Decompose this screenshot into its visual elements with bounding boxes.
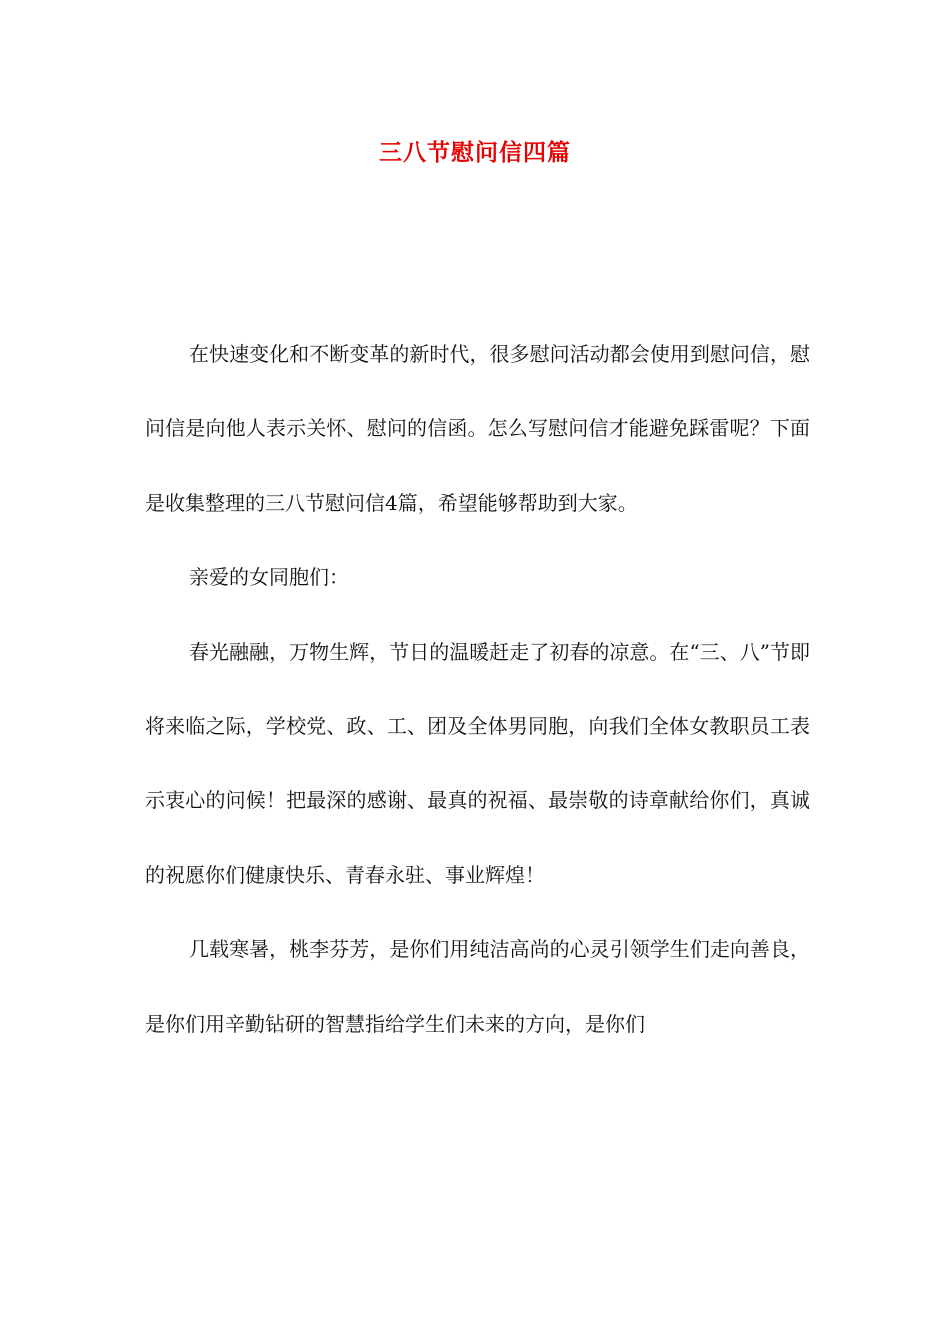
praise-paragraph: 几载寒暑，桃李芬芳，是你们用纯洁高尚的心灵引领学生们走向善良，是你们用辛勤钻研的智慧指给学生们未来的方向，是你们 (145, 937, 810, 1036)
intro-paragraph: 在快速变化和不断变革的新时代，很多慰问活动都会使用到慰问信，慰问信是向他人表示关怀、慰问的信函。怎么写慰问信才能避免踩雷呢？下面是收集整理的三八节慰问信4篇，希望能够帮助到大家。 (145, 342, 810, 515)
document-title: 三八节慰问信四篇 (379, 139, 571, 166)
greeting-paragraph: 春光融融，万物生辉，节日的温暖赶走了初春的凉意。在“三、八”节即将来临之际，学校党、政、工、团及全体男同胞，向我们全体女教职员工表示衷心的问候！把最深的感谢、最真的祝福、最崇敬的诗章献给你们，真诚的祝愿你们健康快乐、青春永驻、事业辉煌！ (145, 639, 810, 887)
document-body (145, 317, 810, 1061)
salutation-paragraph: 亲爱的女同胞们： (189, 565, 349, 590)
